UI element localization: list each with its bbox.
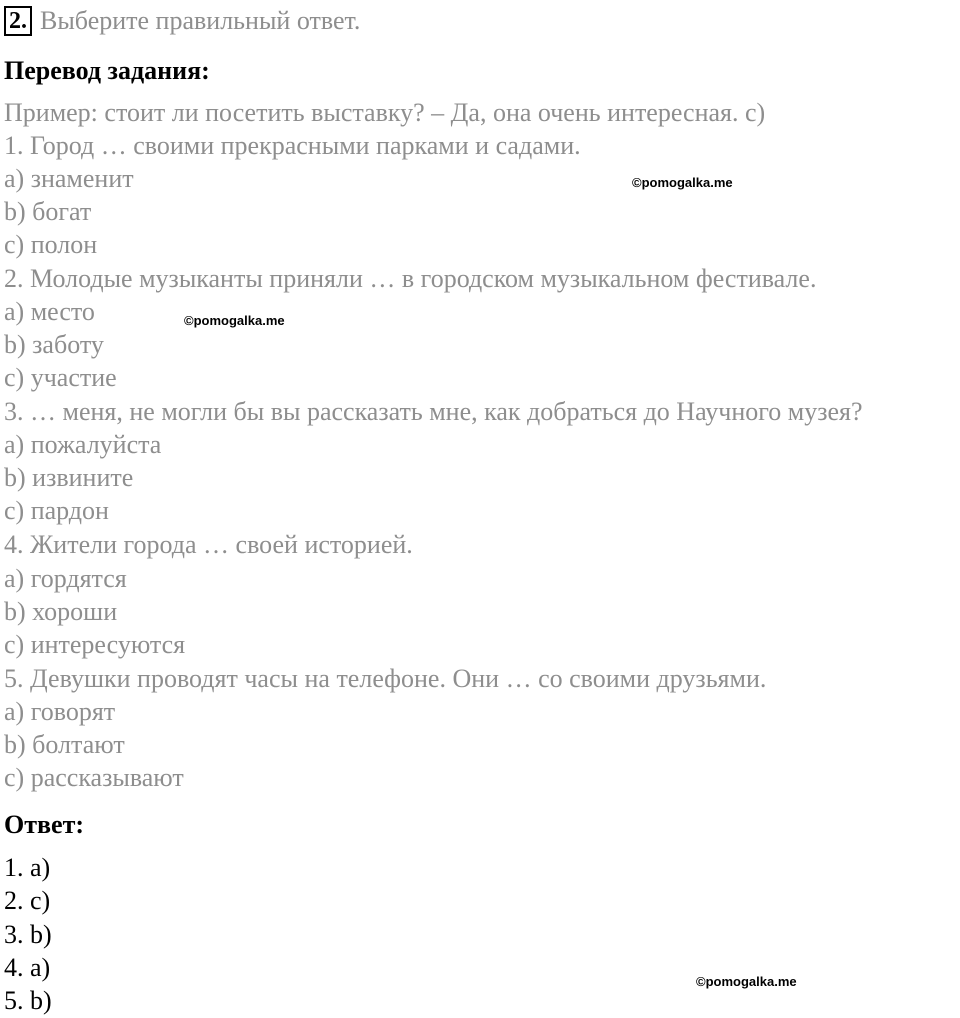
question-4: 4. Жители города … своей историей. <box>4 530 413 559</box>
question-2-option-b: b) заботу <box>4 330 104 359</box>
example-line: Пример: стоит ли посетить выставку? – Да, она очень интересная. с) <box>4 98 766 127</box>
question-5: 5. Девушки проводят часы на телефоне. Они … со своими друзьями. <box>4 664 767 693</box>
question-2: 2. Молодые музыканты приняли … в городском музыкальном фестивале. <box>4 264 817 293</box>
question-1-option-a: a) знаменит <box>4 164 134 193</box>
watermark: ©pomogalka.me <box>184 313 285 328</box>
question-1-option-c: c) полон <box>4 230 98 259</box>
question-2-option-c: c) участие <box>4 363 117 392</box>
answer-item-1: 1. a) <box>4 853 51 882</box>
task-number: 2. <box>4 6 32 36</box>
task-header <box>4 5 360 37</box>
translation-heading: Перевод задания: <box>4 56 210 85</box>
answer-item-3: 3. b) <box>4 920 52 949</box>
answer-item-2: 2. c) <box>4 886 51 915</box>
question-3-option-c: c) пардон <box>4 496 109 525</box>
question-5-option-c: c) рассказывают <box>4 763 184 792</box>
question-4-option-a: a) гордятся <box>4 564 127 593</box>
answer-item-5: 5. b) <box>4 986 52 1015</box>
question-3-option-a: a) пожалуйста <box>4 430 162 459</box>
question-4-option-b: b) хороши <box>4 597 118 626</box>
question-4-option-c: c) интересуются <box>4 630 186 659</box>
question-1-option-b: b) богат <box>4 197 92 226</box>
question-3-option-b: b) извините <box>4 463 134 492</box>
watermark: ©pomogalka.me <box>696 974 797 989</box>
answer-item-4: 4. a) <box>4 953 51 982</box>
watermark: ©pomogalka.me <box>632 175 733 190</box>
task-instruction: Выберите правильный ответ. <box>40 6 361 35</box>
answer-heading: Ответ: <box>4 810 85 839</box>
question-5-option-b: b) болтают <box>4 730 125 759</box>
question-2-option-a: a) место <box>4 297 95 326</box>
question-3: 3. … меня, не могли бы вы рассказать мне, как добраться до Научного музея? <box>4 397 863 426</box>
question-5-option-a: a) говорят <box>4 697 116 726</box>
question-1: 1. Город … своими прекрасными парками и садами. <box>4 131 581 160</box>
